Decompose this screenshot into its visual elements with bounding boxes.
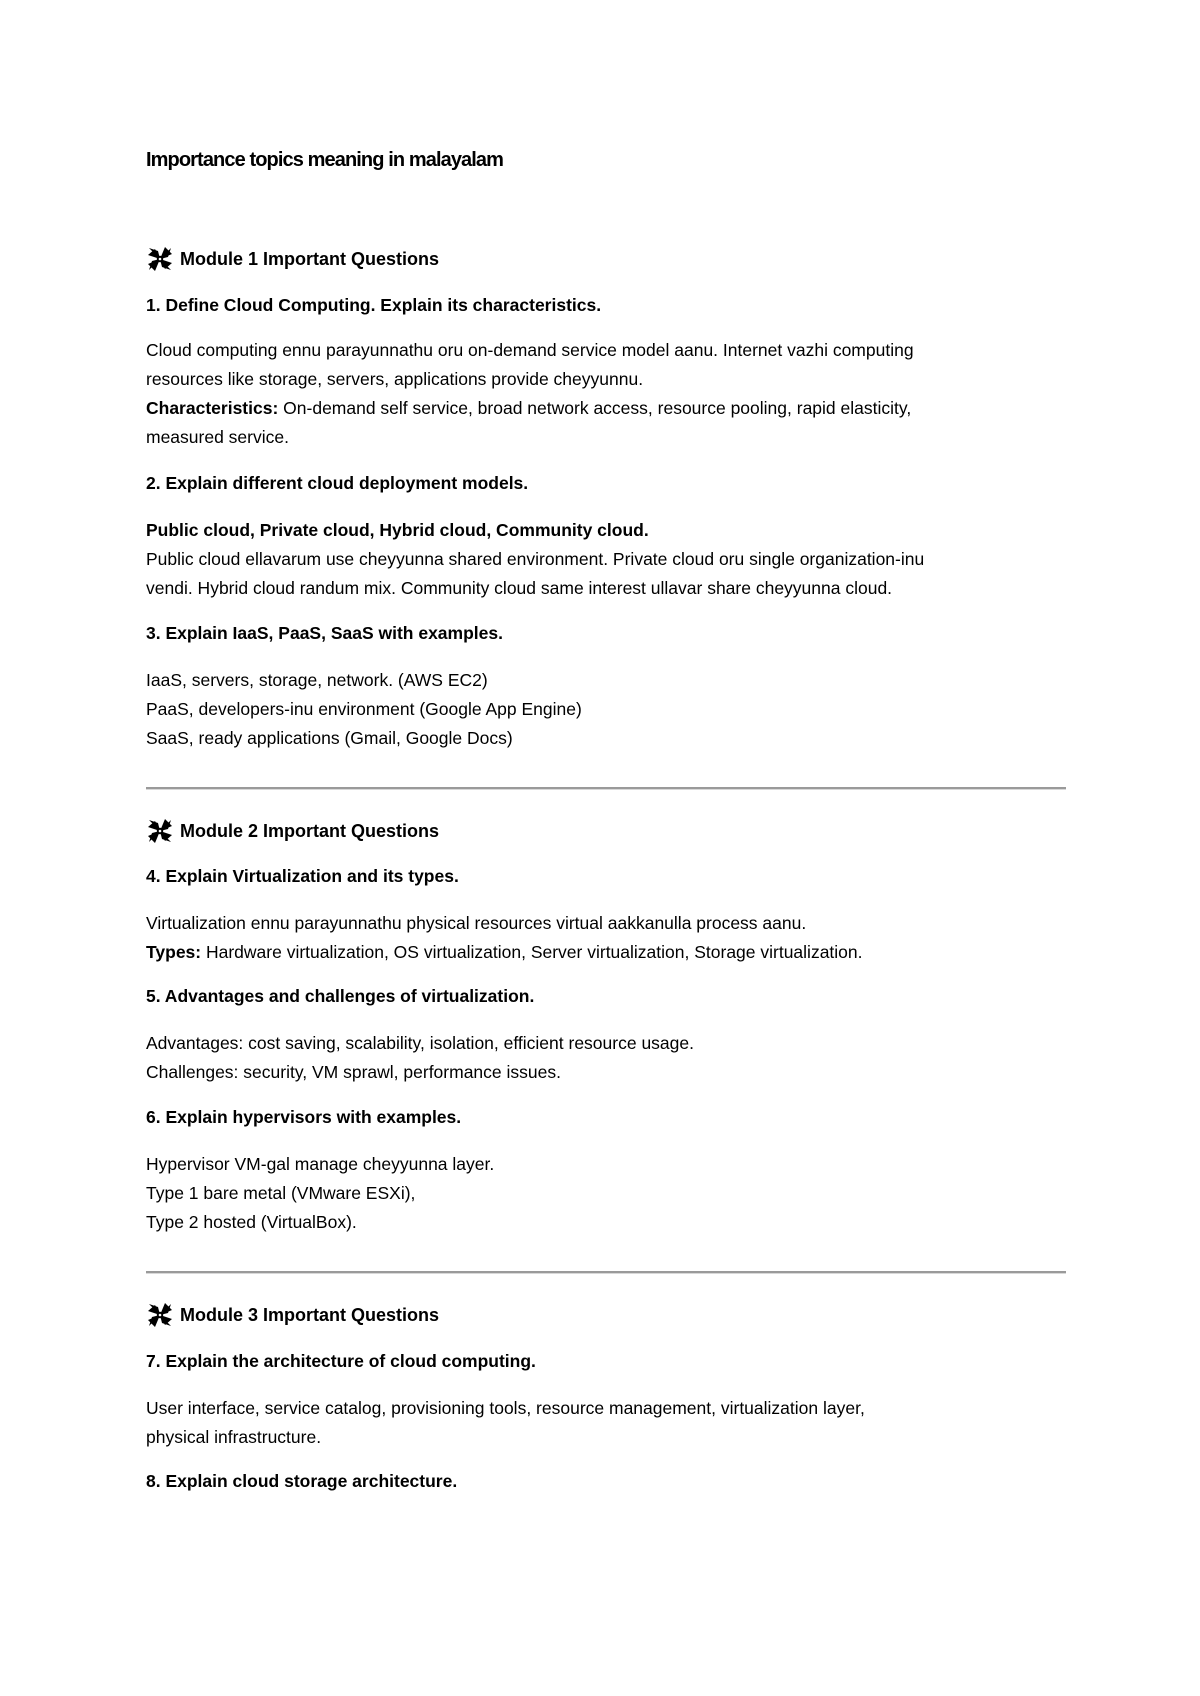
answer-3-line-3: SaaS, ready applications (Gmail, Google Docs) bbox=[146, 728, 513, 748]
answer-1 bbox=[146, 336, 1066, 452]
question-5: 5. Advantages and challenges of virtualization. bbox=[146, 986, 535, 1006]
answer-7 bbox=[146, 1394, 1066, 1452]
answer-4-types bbox=[146, 938, 1066, 967]
answer-1-line-4: measured service. bbox=[146, 427, 289, 447]
question-2: 2. Explain different cloud deployment models. bbox=[146, 473, 529, 493]
page-title: Importance topics meaning in malayalam bbox=[146, 149, 504, 171]
characteristics-label: Characteristics: bbox=[146, 398, 279, 418]
module-3-heading-text: Module 3 Important Questions bbox=[180, 1304, 440, 1325]
module-3-heading bbox=[146, 1302, 439, 1328]
module-1-heading bbox=[146, 246, 439, 272]
module-2-heading-text: Module 2 Important Questions bbox=[180, 820, 440, 841]
question-1: 1. Define Cloud Computing. Explain its characteristics. bbox=[146, 295, 602, 315]
answer-4 bbox=[146, 909, 1066, 967]
question-8: 8. Explain cloud storage architecture. bbox=[146, 1471, 458, 1491]
answer-3-line-1: IaaS, servers, storage, network. (AWS EC2) bbox=[146, 670, 488, 690]
question-7: 7. Explain the architecture of cloud computing. bbox=[146, 1351, 536, 1371]
answer-1-line-2: resources like storage, servers, applications provide cheyyunnu. bbox=[146, 369, 644, 389]
question-6: 6. Explain hypervisors with examples. bbox=[146, 1107, 462, 1127]
answer-6-line-1: Hypervisor VM-gal manage cheyyunna layer. bbox=[146, 1154, 495, 1174]
pinwheel-icon bbox=[146, 1302, 174, 1328]
answer-6 bbox=[146, 1150, 1066, 1237]
answer-6-line-3: Type 2 hosted (VirtualBox). bbox=[146, 1212, 357, 1232]
section-divider bbox=[146, 787, 1066, 789]
pinwheel-icon bbox=[146, 246, 174, 272]
answer-2-line-1: Public cloud ellavarum use cheyyunna shared environment. Private cloud oru single organization-inu bbox=[146, 549, 925, 569]
answer-2-line-2: vendi. Hybrid cloud randum mix. Community cloud same interest ullavar share cheyyunna cloud. bbox=[146, 578, 893, 598]
answer-2 bbox=[146, 516, 1066, 603]
deployment-models-list: Public cloud, Private cloud, Hybrid cloud, Community cloud. bbox=[146, 520, 649, 540]
answer-3-line-2: PaaS, developers-inu environment (Google App Engine) bbox=[146, 699, 582, 719]
answer-5-line-2: Challenges: security, VM sprawl, performance issues. bbox=[146, 1062, 561, 1082]
answer-5 bbox=[146, 1029, 1066, 1087]
answer-1-characteristics bbox=[146, 394, 1066, 423]
pinwheel-icon bbox=[146, 818, 174, 844]
module-2-heading bbox=[146, 818, 439, 844]
answer-4-line-1: Virtualization ennu parayunnathu physical resources virtual aakkanulla process aanu. bbox=[146, 913, 807, 933]
answer-5-line-1: Advantages: cost saving, scalability, isolation, efficient resource usage. bbox=[146, 1033, 694, 1053]
answer-7-line-2: physical infrastructure. bbox=[146, 1427, 322, 1447]
answer-6-line-2: Type 1 bare metal (VMware ESXi), bbox=[146, 1183, 416, 1203]
answer-1-line-1: Cloud computing ennu parayunnathu oru on-demand service model aanu. Internet vazhi computing bbox=[146, 340, 914, 360]
answer-7-line-1: User interface, service catalog, provisioning tools, resource management, virtualization layer, bbox=[146, 1398, 865, 1418]
module-1-heading-text: Module 1 Important Questions bbox=[180, 248, 440, 269]
question-4: 4. Explain Virtualization and its types. bbox=[146, 866, 459, 886]
types-text: Hardware virtualization, OS virtualization, Server virtualization, Storage virtualization. bbox=[201, 942, 863, 962]
section-divider bbox=[146, 1271, 1066, 1273]
types-label: Types: bbox=[146, 942, 202, 962]
question-3: 3. Explain IaaS, PaaS, SaaS with examples. bbox=[146, 623, 503, 643]
answer-3 bbox=[146, 666, 1066, 753]
characteristics-text: On-demand self service, broad network access, resource pooling, rapid elasticity, bbox=[278, 398, 912, 418]
